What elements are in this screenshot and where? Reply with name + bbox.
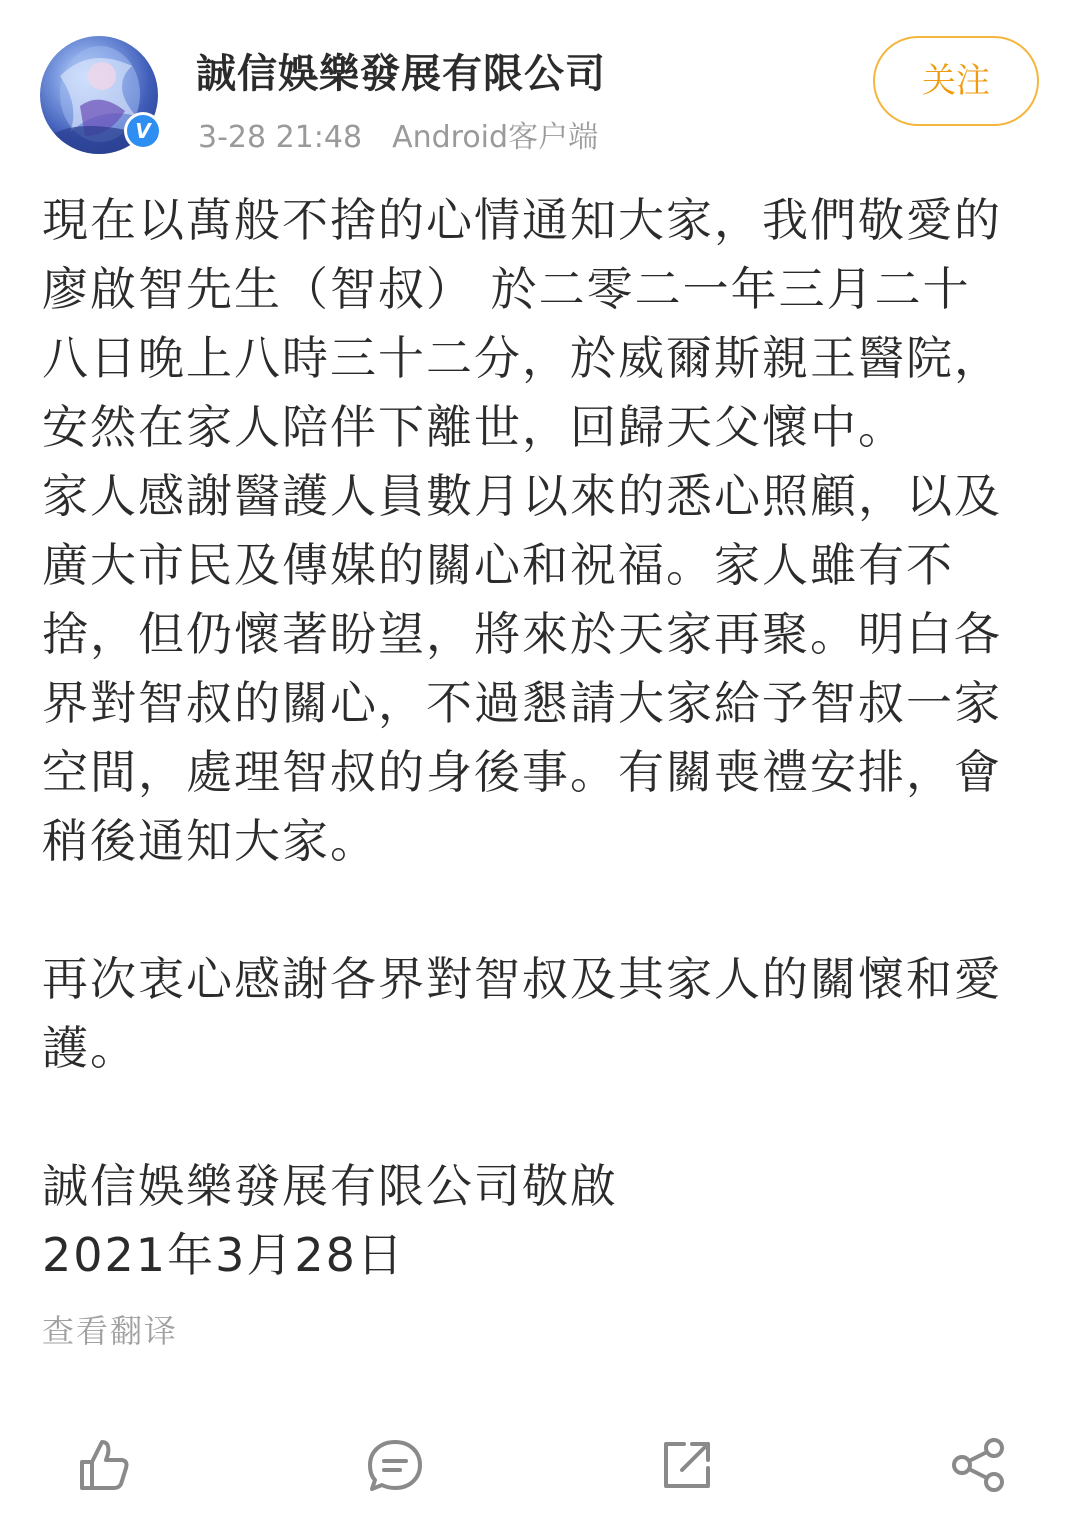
share-button[interactable]	[948, 1434, 1010, 1496]
follow-button[interactable]: 关注	[873, 36, 1039, 126]
post-source: Android客户端	[392, 120, 599, 155]
paragraph-gap	[42, 1083, 1042, 1152]
thanks-line: 再次衷心感謝各界對智叔及其家人的關懷和愛	[42, 952, 1002, 1006]
post-line: 廣大市民及傳媒的關心和祝福。家人雖有不	[42, 538, 954, 592]
signature: 誠信娛樂發展有限公司敬啟	[42, 1159, 618, 1213]
repost-button[interactable]	[656, 1434, 718, 1496]
verified-badge-icon: V	[124, 112, 162, 150]
post-line: 稍後通知大家。	[42, 814, 378, 868]
timestamp: 3-28 21:48	[198, 120, 363, 155]
like-button[interactable]	[72, 1434, 134, 1496]
translate-link[interactable]: 查看翻译	[42, 1312, 179, 1350]
share-icon	[948, 1434, 1010, 1496]
thumbs-up-icon	[72, 1434, 134, 1496]
post-line: 空間，處理智叔的身後事。有關喪禮安排，會	[42, 745, 1002, 799]
comment-button[interactable]	[364, 1434, 426, 1496]
post-line: 捨，但仍懷著盼望，將來於天家再聚。明白各	[42, 607, 1002, 661]
comment-icon	[364, 1434, 426, 1496]
post-line: 現在以萬般不捨的心情通知大家，我們敬愛的	[42, 193, 1002, 247]
paragraph-gap	[42, 876, 1042, 945]
post-line: 安然在家人陪伴下離世，回歸天父懷中。	[42, 400, 906, 454]
post-line: 廖啟智先生（智叔） 於二零二一年三月二十	[42, 262, 971, 316]
username[interactable]: 誠信娛樂發展有限公司	[196, 51, 606, 97]
repost-icon	[656, 1434, 718, 1496]
action-bar	[0, 1420, 1080, 1510]
post-line: 家人感謝醫護人員數月以來的悉心照顧，以及	[42, 469, 1002, 523]
thanks-line: 護。	[42, 1021, 138, 1075]
post-line: 界對智叔的關心，不過懇請大家給予智叔一家	[42, 676, 1002, 730]
post-line: 八日晚上八時三十二分，於威爾斯親王醫院，	[42, 331, 1002, 385]
post-date: 2021年3月28日	[42, 1228, 405, 1282]
post-content	[42, 186, 1042, 1290]
post-meta	[198, 112, 598, 156]
